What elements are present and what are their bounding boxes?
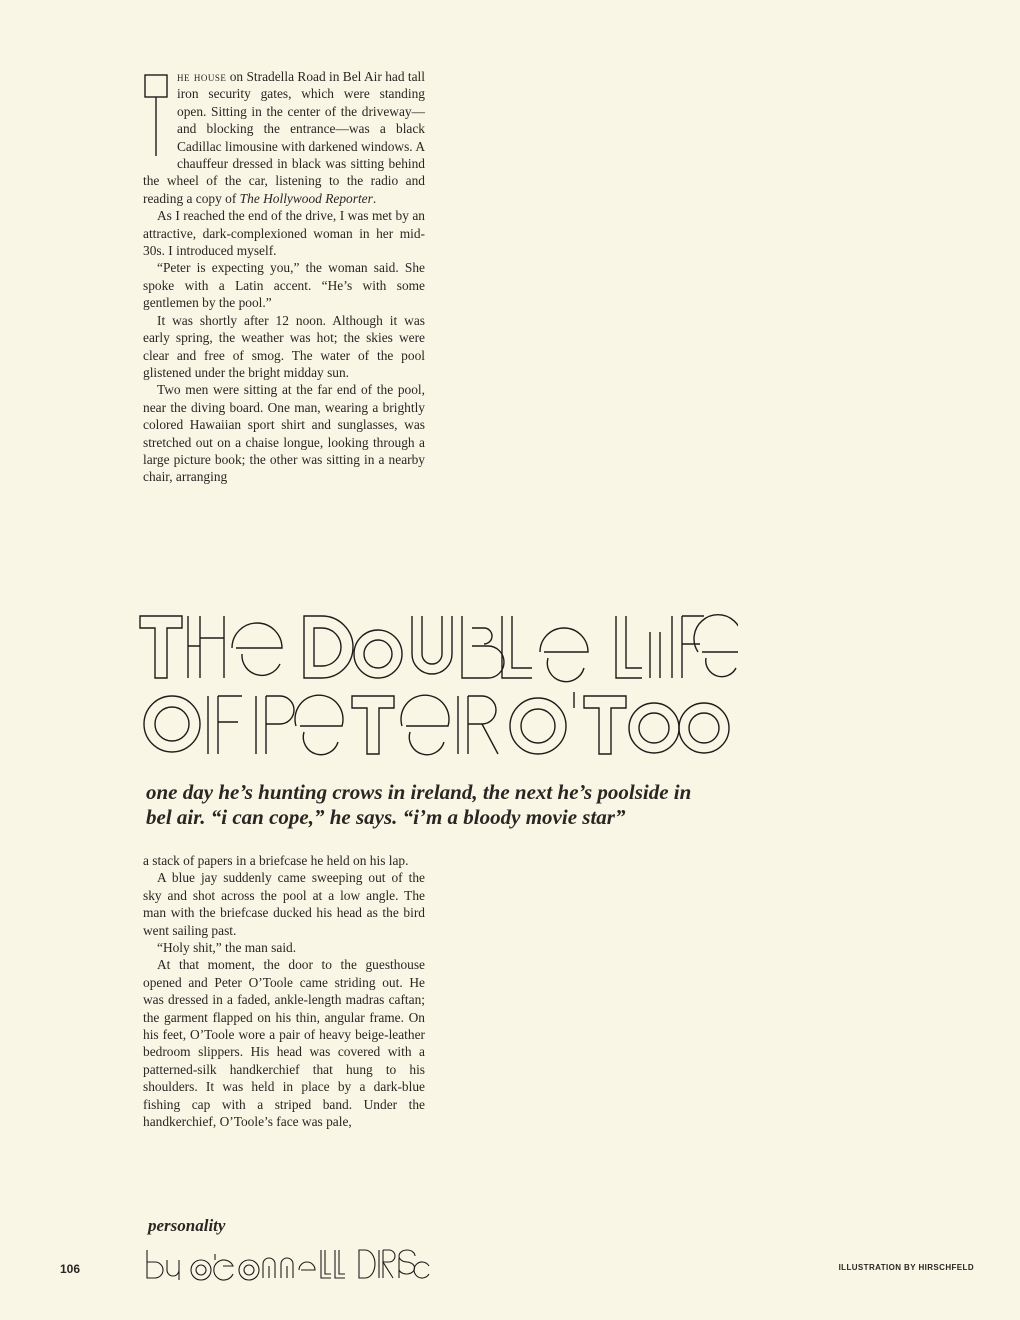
paragraph: Two men were sitting at the far end of the pool, near the diving board. One man, wearing a brightly colored Hawaiian sport shirt and sunglasses, was stretched out on a chaise longue, looking through a large picture book; the other was sitting in a nearby chair, arranging <box>143 382 425 485</box>
deck-line-1: one day he’s hunting crows in ireland, the next he’s poolside in <box>146 780 692 804</box>
opening-end: . <box>372 190 377 206</box>
paragraph: As I reached the end of the drive, I was met by an attractive, dark-complexioned woman in her mid-30s. I introduced myself. <box>143 208 425 259</box>
drop-cap-t-graphic <box>143 72 171 158</box>
section-label: personality <box>148 1216 226 1235</box>
opening-paragraph <box>143 68 425 207</box>
byline-lettering-graphic <box>145 1246 435 1282</box>
drop-cap <box>143 72 171 158</box>
byline <box>145 1246 435 1282</box>
paragraph: a stack of papers in a briefcase he held on his lap. <box>143 853 409 868</box>
paragraph: At that moment, the door to the guesthouse opened and Peter O’Toole came striding out. He was dressed in a faded, ankle-length madras caftan; the garment flapped on his thin, angular frame. On his feet, O’Toole wore a pair of heavy beige-leather bedroom slippers. His head was covered with a patterned-silk handkerchief that hung to his shoulders. It was held in place by a dark-blue fishing cap with a striped band. Under the handkerchief, O’Toole’s face was pale, <box>143 957 425 1130</box>
paragraph: It was shortly after 12 noon. Although it was early spring, the weather was hot; the skies were clear and free of smog. The water of the pool glistened under the bright midday sun. <box>143 312 425 380</box>
page-number: 106 <box>60 1262 81 1276</box>
paragraph: “Peter is expecting you,” the woman said. She spoke with a Latin accent. “He’s with some gentlemen by the pool.” <box>143 260 425 311</box>
illustration-credit: ILLUSTRATION BY HIRSCHFELD <box>838 1263 974 1272</box>
publication-title: The Hollywood Reporter <box>239 190 373 206</box>
headline <box>138 608 738 768</box>
headline-lettering-graphic <box>138 608 738 768</box>
deck <box>146 780 766 830</box>
opening-smallcaps: he house <box>177 69 227 84</box>
deck-line-2: bel air. “i can cope,” he says. “i’m a bloody movie star” <box>146 805 626 829</box>
paragraph: “Holy shit,” the man said. <box>157 940 297 956</box>
paragraph: A blue jay suddenly came sweeping out of the sky and shot across the pool at a low angle. The man with the briefcase ducked his head as the bird went sailing past. <box>143 870 425 938</box>
article-column-top <box>143 68 425 486</box>
opening-text: on Stradella Road in Bel Air had tall iron security gates, which were standing open. Sitting in the center of the driveway—and blocking the entrance—was a black Cadillac limousine with darkened windows. A chauffeur dressed in black was sitting behind the wheel of the car, listening to the radio and reading a copy of <box>143 69 425 206</box>
article-column-bottom <box>143 852 425 1131</box>
